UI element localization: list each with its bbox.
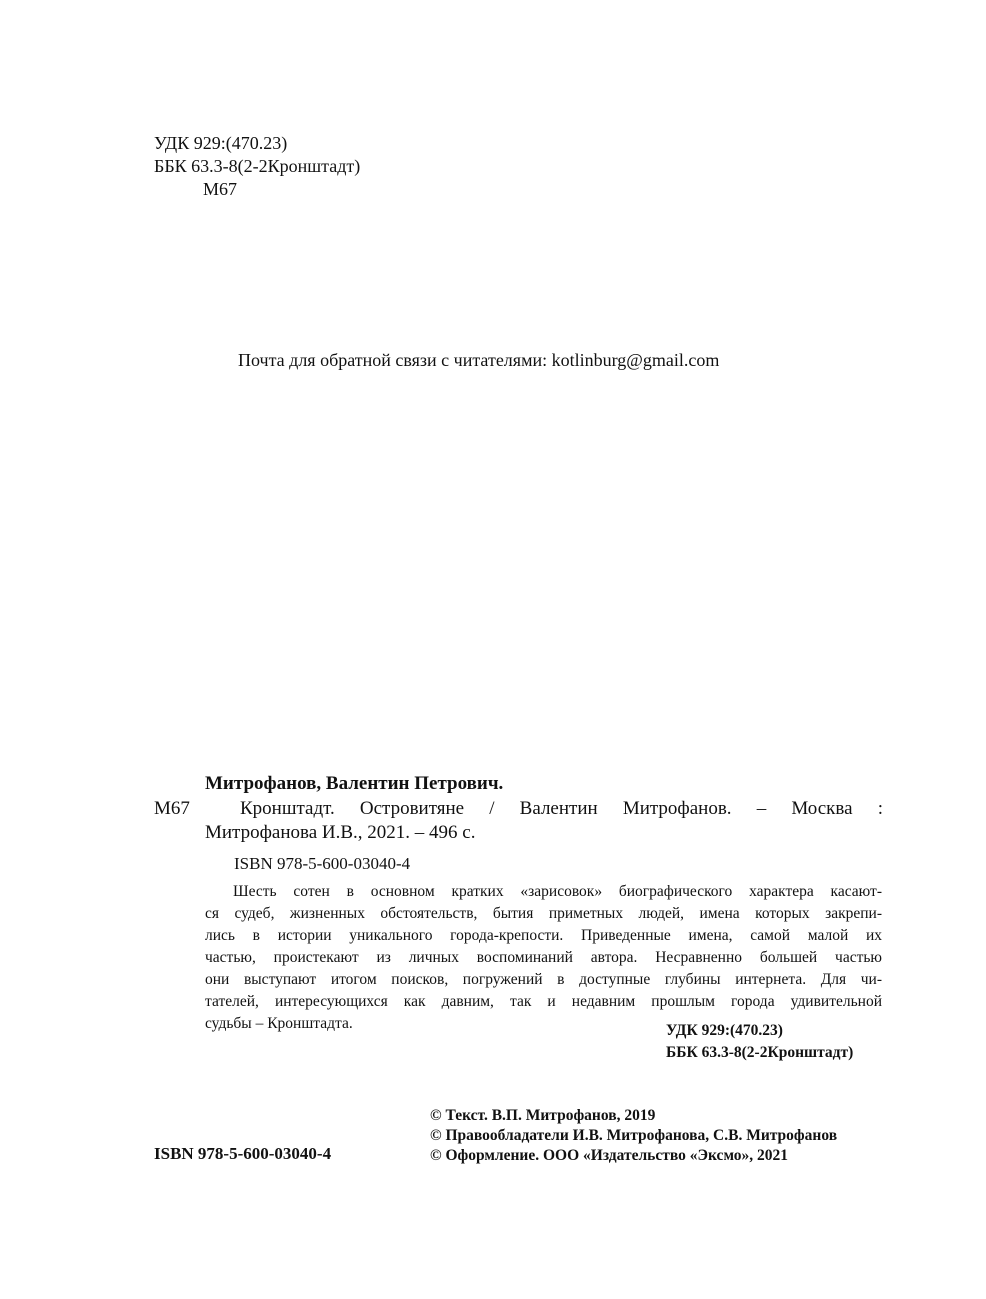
annotation-line: Шесть сотен в основном кратких «зарисовок» биографического характера касают- — [233, 883, 882, 900]
bbk-code: ББК 63.3-8(2-2Кронштадт) — [154, 156, 361, 176]
card-mark: М67 — [154, 798, 190, 819]
annotation-line: ся судеб, жизненных обстоятельств, бытия приметных людей, имена которых закрепи- — [205, 905, 882, 922]
card-bbk: ББК 63.3-8(2-2Кронштадт) — [666, 1044, 854, 1061]
copyright-line: © Правообладатели И.В. Митрофанова, С.В. Митрофанов — [430, 1127, 838, 1144]
udk-code: УДК 929:(470.23) — [154, 133, 288, 153]
footer-isbn: ISBN 978-5-600-03040-4 — [154, 1144, 332, 1163]
annotation-line: лись в истории уникального города-крепости. Приведенные имена, самой малой их — [205, 927, 882, 944]
annotation-line: они выступают итогом поисков, погружений в доступные глубины интернета. Для чи- — [205, 971, 882, 988]
annotation-line: тателей, интересующихся как давним, так и недавним прошлым города удивительной — [205, 993, 882, 1010]
card-isbn: ISBN 978-5-600-03040-4 — [234, 854, 411, 873]
card-udk: УДК 929:(470.23) — [666, 1022, 783, 1039]
copyright-line: © Оформление. ООО «Издательство «Эксмо», 2021 — [430, 1147, 789, 1164]
contact-line: Почта для обратной связи с читателями: kotlinburg@gmail.com — [238, 350, 720, 370]
card-title-line-1: Кронштадт. Островитяне / Валентин Митрофанов. – Москва : — [240, 798, 883, 819]
annotation-line: судьбы – Кронштадта. — [205, 1015, 353, 1032]
copyright-line: © Текст. В.П. Митрофанов, 2019 — [430, 1107, 656, 1124]
card-title-line-2: Митрофанова И.В., 2021. – 496 с. — [205, 822, 476, 843]
annotation-line: частью, проистекают из личных воспоминаний автора. Несравненно большей частью — [205, 949, 882, 966]
author-mark: М67 — [203, 179, 238, 199]
card-author: Митрофанов, Валентин Петрович. — [205, 773, 504, 794]
